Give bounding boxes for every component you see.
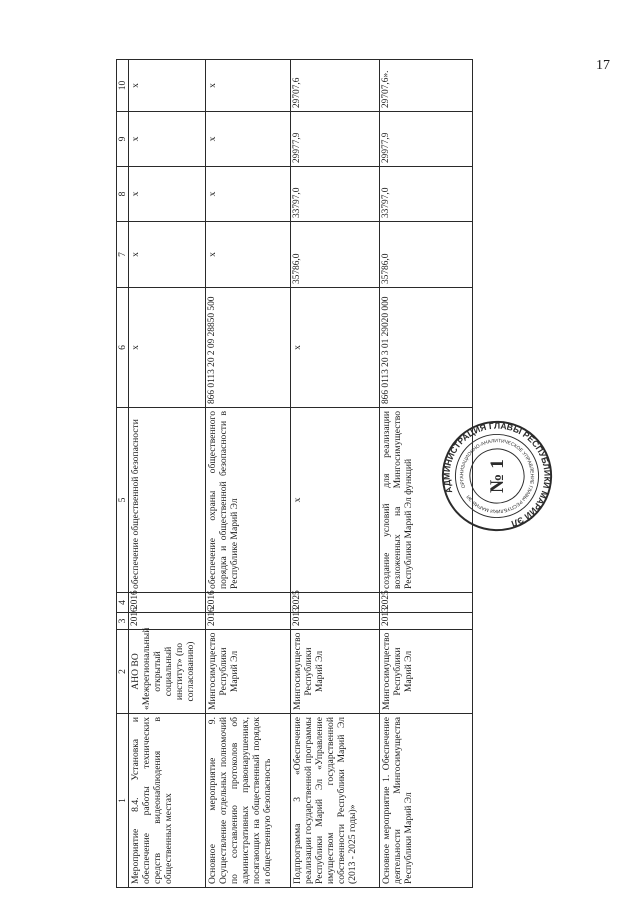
value-cell: x	[129, 112, 206, 167]
value-cell: 35786,0	[291, 222, 380, 288]
result-cell: обеспечение охраны общественного порядка и общественной безопасности в Республике Марий Эл	[206, 408, 291, 593]
result-cell: x	[291, 408, 380, 593]
value-cell: x	[129, 222, 206, 288]
header-cell: 6	[117, 288, 129, 408]
end-year-cell: 2025	[380, 593, 473, 613]
budget-code-cell: x	[291, 288, 380, 408]
official-seal-stamp	[438, 418, 556, 534]
value-cell: 29707,6	[291, 60, 380, 112]
table-row	[129, 60, 206, 888]
budget-code-cell: x	[129, 288, 206, 408]
result-cell: создание условий для реализации возложенных на Мингосимущество Республики Марий Эл функций	[380, 408, 473, 593]
header-cell: 7	[117, 222, 129, 288]
header-cell: 2	[117, 630, 129, 714]
activity-name-cell: Мероприятие 8.4. Установка и обеспечение работы технических средств видеонаблюдения в общественных местах	[129, 714, 206, 888]
header-cell: 8	[117, 167, 129, 222]
budget-code-cell: 866 0113 20 3 01 29020 000	[380, 288, 473, 408]
executor-cell: Мингосимущество Республики Марий Эл	[380, 630, 473, 714]
value-cell: 29707,6».	[380, 60, 473, 112]
header-cell: 3	[117, 613, 129, 630]
end-year-cell: 2016	[129, 593, 206, 613]
end-year-cell: 2025	[291, 593, 380, 613]
value-cell: x	[206, 167, 291, 222]
executor-cell: Мингосимущество Республики Марий Эл	[291, 630, 380, 714]
value-cell: 35786,0	[380, 222, 473, 288]
seal-number: № 1	[486, 459, 508, 493]
result-cell: обеспечение общественной безопасности	[129, 408, 206, 593]
activity-name-cell: Основное мероприятие 9. Осуществление отдельных полномочий по составлению протоколов об административных правонарушениях, посягающих на общественный порядок и общественную безопасность	[206, 714, 291, 888]
start-year-cell: 2013	[380, 613, 473, 630]
value-cell: x	[129, 167, 206, 222]
value-cell: 33797,0	[291, 167, 380, 222]
start-year-cell: 2013	[291, 613, 380, 630]
activity-name-cell: Подпрограмма 3 «Обеспечение реализации государственной программы Республики Марий Эл «Управление имуществом государственной собственности Республики Марий Эл (2013 - 2025 годы)»	[291, 714, 380, 888]
value-cell: 29977,9	[380, 112, 473, 167]
start-year-cell: 2016	[206, 613, 291, 630]
seal-inner-text: ОРГАНИЗАЦИОННО-АНАЛИТИЧЕСКОЕ УПРАВЛЕНИЕ ГЛАВЫ РЕСПУБЛИКИ МАРИЙ ЭЛ	[460, 439, 534, 513]
budget-code-cell: 866 0113 20 2 09 28850 500	[206, 288, 291, 408]
value-cell: 29977,9	[291, 112, 380, 167]
table-row	[206, 60, 291, 888]
header-cell: 10	[117, 60, 129, 112]
executor-cell: Мингосимущество Республики Марий Эл	[206, 630, 291, 714]
end-year-cell: 2016	[206, 593, 291, 613]
header-cell: 4	[117, 593, 129, 613]
page-number: 17	[596, 58, 610, 73]
executor-cell: АНО ВО «Межрегиональный открытый социальный институт» (по согласованию)	[129, 630, 206, 714]
value-cell: x	[206, 112, 291, 167]
header-cell: 9	[117, 112, 129, 167]
header-row	[117, 60, 129, 888]
table-row	[291, 60, 380, 888]
value-cell: 33797,0	[380, 167, 473, 222]
seal-outer-text: АДМИНИСТРАЦИЯ ГЛАВЫ РЕСПУБЛИКИ МАРИЙ ЭЛ	[441, 420, 553, 529]
activity-name-cell: Основное мероприятие 1. Обеспечение деятельности Мингосимущества Республики Марий Эл	[380, 714, 473, 888]
program-table	[116, 59, 473, 888]
value-cell: x	[129, 60, 206, 112]
value-cell: x	[206, 60, 291, 112]
header-cell: 5	[117, 408, 129, 593]
start-year-cell: 2016	[129, 613, 206, 630]
header-cell: 1	[117, 714, 129, 888]
value-cell: x	[206, 222, 291, 288]
